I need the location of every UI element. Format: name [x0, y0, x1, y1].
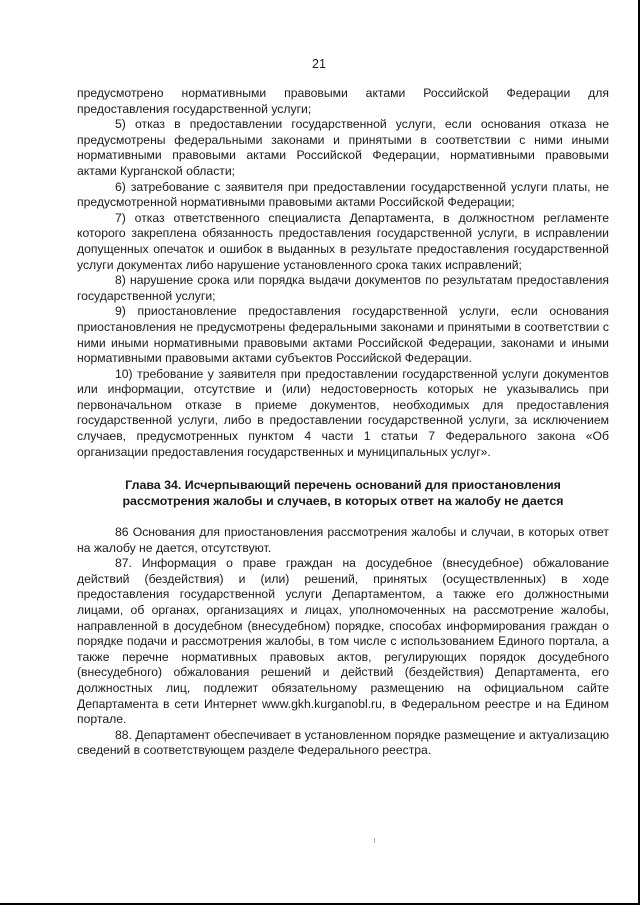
paragraph-87: 87. Информация о праве граждан на досудебное (внесудебное) обжалование действий (бездействия) и (или) решений, принятых (осуществленных) в ходе предоставления государственной услуги Департаментом, а также его должностными лицами, об органах, организациях и лицах, уполномоченных на рассмотрение жалобы, направленной в досудебном (внесудебном) порядке, способах информирования граждан о порядке подачи и рассмотрения жалобы, в том числе с использованием Единого портала, а также перечне нормативных правовых актов, регулирующих порядок досудебного (внесудебного) обжалования решений и действий (бездействия) Департамента, его должностных лиц, подлежит обязательному размещению на официальном сайте Департамента в сети Интернет www.gkh.kurganobl.ru, в Федеральном реестре и на Едином портале. — [77, 556, 609, 727]
paragraph-item-9: 9) приостановление предоставления государственной услуги, если основания приостановления не предусмотрены федеральными законами и принятыми в соответствии с ними иными нормативными правовыми актами Российской Федерации, законами и иными нормативными правовыми актами субъектов Российской Федерации. — [77, 304, 609, 366]
paragraph-item-7: 7) отказ ответственного специалиста Департамента, в должностном регламенте которого закреплена обязанность предоставления государственной услуги, в исправлении допущенных опечаток и ошибок в выданных в результате предоставления государственной услуги документах либо нарушение установленного срока таких исправлений; — [77, 210, 609, 272]
paragraph-item-5: 5) отказ в предоставлении государственной услуги, если основания отказа не предусмотрены федеральными законами и принятыми в соответствии с ними иными нормативными правовыми актами Российской Федерации, нормативными правовыми актами Курганской области; — [77, 117, 609, 178]
page-number: 21 — [312, 57, 326, 71]
paragraph-item-8: 8) нарушение срока или порядка выдачи документов по результатам предоставления государственной услуги; — [77, 273, 609, 303]
paragraph-item-6: 6) затребование с заявителя при предоставлении государственной услуги платы, не предусмотренной нормативными правовыми актами Российской Федерации; — [77, 179, 609, 210]
paragraph-86: 86 Основания для приостановления рассмотрения жалобы и случаи, в которых ответ на жалобу не дается, отсутствуют. — [77, 525, 609, 555]
paragraph-continuation: предусмотрено нормативными правовыми актами Российской Федерации для предоставления государственной услуги; — [77, 86, 609, 116]
scan-artifact-mark — [374, 838, 375, 843]
paragraph-88: 88. Департамент обеспечивает в установленном порядке размещение и актуализацию сведений в соответствующем разделе Федерального реестра. — [77, 727, 609, 758]
document-body — [77, 86, 609, 759]
paragraph-item-10: 10) требование у заявителя при предоставлении государственной услуги документов или информации, отсутствие и (или) недостоверность которых не указывались при первоначальном отказе в приеме документов, необходимых для предоставления государственной услуги, либо в предоставлении государственной услуги, за исключением случаев, предусмотренных пунктом 4 части 1 статьи 7 Федерального закона «Об организации предоставления государственных и муниципальных услуг». — [77, 366, 609, 459]
chapter-heading: Глава 34. Исчерпывающий перечень оснований для приостановления рассмотрения жалобы и случаев, в которых ответ на жалобу не дается — [122, 478, 564, 508]
